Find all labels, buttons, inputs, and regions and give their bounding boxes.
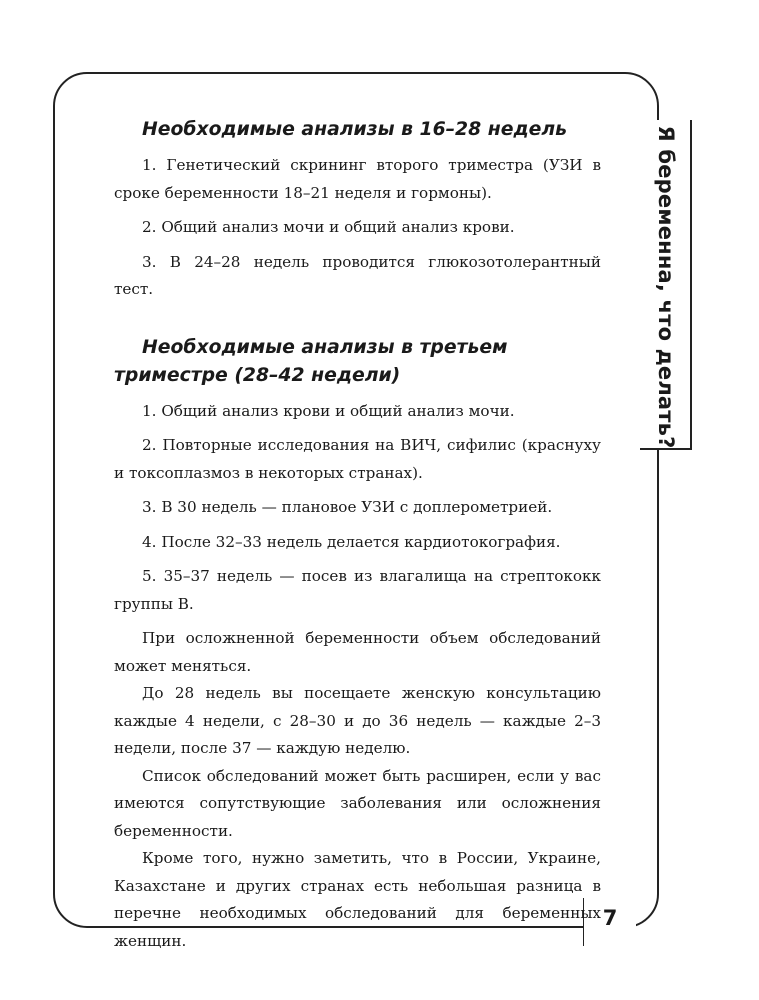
list-item: 5. 35–37 недель — посев из влагалища на стрептококк группы B. (114, 567, 601, 613)
chapter-title: Я беременна, что делать? (654, 125, 678, 449)
list-item: 4. После 32–33 недель делается кардиотокография. (142, 532, 561, 551)
section-heading-16-28: Необходимые анализы в 16–28 недель (142, 119, 567, 140)
section-heading-third-trimester: Необходимые анализы в третьем триместре (28–42 недели) (114, 336, 508, 386)
list-item: 2. Общий анализ мочи и общий анализ крови. (142, 218, 515, 236)
body-paragraph: При осложненной беременности объем обследований может меняться. (114, 629, 601, 675)
list-item: 1. Генетический скрининг второго триместра (УЗИ в сроке беременности 18–21 неделя и гормоны). (114, 156, 601, 202)
page-number: 7 (602, 906, 618, 930)
page-content (114, 116, 601, 955)
body-paragraph: Список обследований может быть расширен, если у вас имеются сопутствующие заболевания или осложнения беременности. (114, 766, 601, 840)
body-paragraph: Кроме того, нужно заметить, что в России, Украине, Казахстане и других странах есть небольшая разница в перечне необходимых обследований для беременных женщин. (114, 849, 601, 950)
list-item: 1. Общий анализ крови и общий анализ мочи. (142, 401, 515, 420)
list-item: 3. В 30 недель — плановое УЗИ с доплерометрией. (142, 498, 553, 516)
list-item: 3. В 24–28 недель проводится глюкозотолерантный тест. (114, 252, 601, 298)
body-paragraph: До 28 недель вы посещаете женскую консультацию каждые 4 недели, с 28–30 и до 36 недель — каждые 2–3 недели, после 37 — каждую неделю. (114, 684, 601, 757)
list-item: 2. Повторные исследования на ВИЧ, сифилис (краснуху и токсоплазмоз в некоторых странах). (114, 436, 601, 482)
